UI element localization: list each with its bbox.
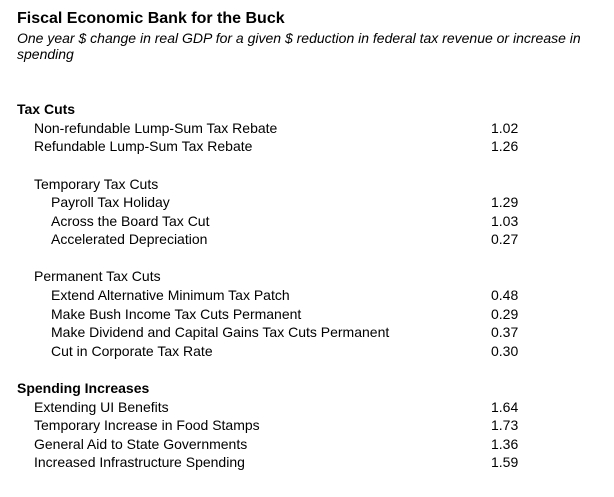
row-label: Payroll Tax Holiday bbox=[51, 194, 170, 210]
row-value: 1.02 bbox=[491, 120, 519, 136]
table-row bbox=[0, 193, 614, 211]
table-row bbox=[0, 230, 614, 248]
row-value: 1.59 bbox=[491, 454, 519, 470]
row-value: 0.27 bbox=[491, 231, 519, 247]
row-label: Temporary Increase in Food Stamps bbox=[34, 417, 260, 433]
table-row bbox=[0, 212, 614, 230]
row-value: 1.73 bbox=[491, 417, 519, 433]
table-row bbox=[0, 286, 614, 304]
row-label: Extend Alternative Minimum Tax Patch bbox=[51, 287, 290, 303]
table-row bbox=[0, 342, 614, 360]
row-label: Temporary Tax Cuts bbox=[34, 176, 159, 192]
table-row bbox=[0, 119, 614, 137]
row-label: General Aid to State Governments bbox=[34, 436, 248, 452]
table-row bbox=[0, 435, 614, 453]
table-row bbox=[0, 453, 614, 471]
section-heading-tax-cuts bbox=[0, 100, 614, 118]
row-value: 1.26 bbox=[491, 138, 519, 154]
row-value: 1.64 bbox=[491, 399, 519, 415]
row-label: Tax Cuts bbox=[17, 101, 76, 117]
row-label: Increased Infrastructure Spending bbox=[34, 454, 245, 470]
subsection-heading-permanent-tax-cuts bbox=[0, 267, 614, 285]
row-value: 1.36 bbox=[491, 436, 519, 452]
table-row bbox=[0, 137, 614, 155]
row-value: 0.30 bbox=[491, 343, 519, 359]
table-row bbox=[0, 398, 614, 416]
row-label: Across the Board Tax Cut bbox=[51, 213, 210, 229]
row-value: 0.37 bbox=[491, 324, 519, 340]
row-label: Make Bush Income Tax Cuts Permanent bbox=[51, 306, 302, 322]
table-row bbox=[0, 416, 614, 434]
table-row bbox=[0, 305, 614, 323]
row-label: Non-refundable Lump-Sum Tax Rebate bbox=[34, 120, 278, 136]
table-row bbox=[0, 323, 614, 341]
row-label: Cut in Corporate Tax Rate bbox=[51, 343, 213, 359]
row-label: Extending UI Benefits bbox=[34, 399, 169, 415]
row-value: 0.48 bbox=[491, 287, 519, 303]
row-label: Permanent Tax Cuts bbox=[34, 268, 161, 284]
page-subtitle: One year $ change in real GDP for a given $ reduction in federal tax revenue or increase in spending bbox=[17, 30, 581, 62]
subsection-heading-temporary-tax-cuts bbox=[0, 175, 614, 193]
row-value: 1.29 bbox=[491, 194, 519, 210]
section-heading-spending-increases bbox=[0, 379, 614, 397]
row-label: Spending Increases bbox=[17, 380, 150, 396]
row-value: 0.29 bbox=[491, 306, 519, 322]
row-label: Accelerated Depreciation bbox=[51, 231, 208, 247]
row-value: 1.03 bbox=[491, 213, 519, 229]
row-label: Refundable Lump-Sum Tax Rebate bbox=[34, 138, 253, 154]
row-label: Make Dividend and Capital Gains Tax Cuts Permanent bbox=[51, 324, 390, 340]
page-title: Fiscal Economic Bank for the Buck bbox=[17, 10, 285, 27]
